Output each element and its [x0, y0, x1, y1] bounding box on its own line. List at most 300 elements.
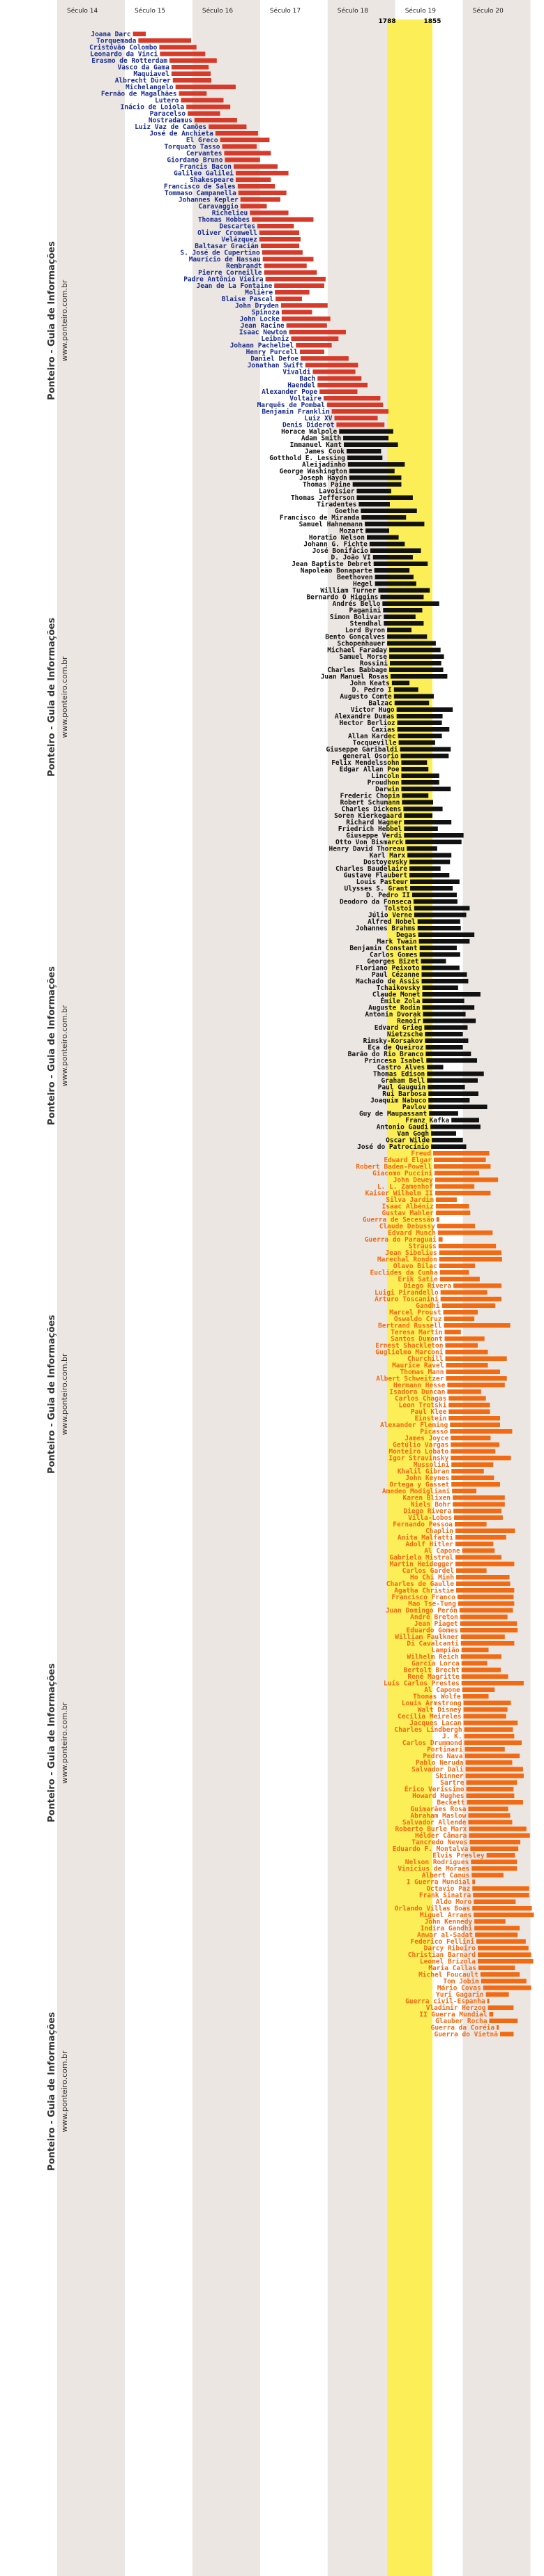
timeline-bar	[445, 1357, 506, 1362]
person-name: Amedeo Modigliani	[381, 1487, 451, 1495]
timeline-bar	[356, 496, 412, 501]
person-name: Picasso	[420, 1428, 448, 1436]
person-name: Marechal Rondon	[377, 1256, 437, 1264]
timeline-bar	[387, 634, 427, 639]
timeline-bar	[407, 853, 451, 858]
person-name: George Washington	[279, 467, 347, 475]
person-name: Walt Disney	[417, 1706, 462, 1714]
timeline-bar	[395, 701, 429, 706]
person-name: Al Capone	[424, 1686, 460, 1694]
timeline-bar	[471, 1860, 517, 1865]
timeline-bar	[439, 1237, 443, 1242]
person-name: Abraham Maslow	[410, 1812, 467, 1820]
timeline-bar	[241, 197, 280, 202]
timeline-bar	[447, 1389, 481, 1394]
watermark-title: Ponteiro - Guia de Informações	[47, 241, 57, 400]
timeline-bar	[348, 462, 405, 467]
person-name: Jean Baptiste Debret	[292, 560, 372, 568]
person-name: L. L. Zamenhof	[377, 1182, 433, 1191]
person-name: Edward Elgar	[384, 1156, 432, 1164]
timeline-bar	[447, 1383, 504, 1388]
person-name: Albert Schweitzer	[376, 1375, 444, 1383]
person-name: Wilhelm Reich	[407, 1653, 459, 1661]
timeline-bar	[425, 1032, 462, 1037]
timeline-bar	[453, 1509, 501, 1514]
timeline-bar	[432, 1138, 463, 1143]
person-name: Haendel	[287, 381, 316, 390]
timeline-bar	[312, 369, 355, 374]
person-name: Mark Twain	[377, 938, 417, 946]
person-name: Maurício de Nassau	[188, 255, 261, 264]
person-name: Khalil Gibran	[397, 1468, 450, 1476]
person-name: Richard Wagner	[346, 818, 402, 827]
person-name: Henry David Thoreau	[328, 845, 405, 853]
person-name: Descartes	[219, 222, 255, 231]
century-label: Século 15	[134, 8, 166, 15]
person-name: James Joyce	[405, 1434, 449, 1442]
person-name: Karen Blixen	[402, 1494, 451, 1502]
timeline-bar	[370, 549, 421, 554]
timeline-bar	[419, 939, 470, 944]
person-name: Voltaire	[289, 395, 322, 403]
timeline-bar	[421, 959, 446, 964]
timeline-bar	[281, 303, 328, 308]
person-name: Vasco da Gama	[117, 63, 169, 72]
person-name: Thomas Paine	[303, 480, 351, 489]
timeline-bar	[399, 740, 435, 745]
timeline-bar	[404, 827, 437, 832]
timeline-bar	[261, 244, 299, 249]
timeline-bar	[188, 112, 220, 116]
timeline-bar	[400, 754, 448, 759]
person-name: Erik Satie	[398, 1275, 438, 1283]
person-name: Oscar Wilde	[386, 1136, 430, 1145]
person-name: Velázquez	[221, 236, 257, 244]
timeline-bar	[349, 475, 402, 480]
timeline-bar	[454, 1516, 503, 1521]
person-name: Silva Jardim	[386, 1196, 434, 1204]
timeline-bar	[375, 568, 409, 573]
person-name: Mussolini	[413, 1461, 450, 1469]
person-name: Freud	[411, 1150, 432, 1158]
person-name: Claude Debussy	[379, 1222, 435, 1230]
timeline-bar	[489, 2019, 517, 2024]
timeline-bar	[422, 966, 460, 970]
person-name: Joaquim Nabuco	[370, 1097, 427, 1105]
person-name: Kaiser Wilhelm II	[365, 1189, 433, 1198]
timeline-bar	[441, 1290, 488, 1295]
marker-label: 1855	[423, 18, 441, 25]
person-name: Adam Smith	[301, 434, 342, 443]
timeline-bar	[356, 489, 391, 494]
timeline-bar	[462, 1688, 495, 1693]
timeline-bar	[462, 1681, 524, 1686]
watermark-title: Ponteiro - Guia de Informações	[47, 618, 57, 777]
timeline-bar	[236, 178, 271, 183]
timeline-bar	[239, 191, 287, 196]
person-name: Giacomo Puccini	[372, 1169, 432, 1178]
timeline-bar	[461, 1654, 501, 1659]
timeline-bar	[444, 1317, 475, 1322]
timeline-bar	[263, 257, 314, 262]
timeline-bar	[435, 1184, 474, 1189]
timeline-bar	[423, 992, 481, 997]
person-name: John Dewey	[393, 1176, 433, 1184]
timeline-bar	[252, 218, 313, 222]
timeline-bar	[324, 396, 380, 401]
timeline-bar	[435, 1191, 490, 1196]
person-name: Charles Dickens	[341, 805, 402, 814]
timeline-bar	[473, 1893, 529, 1898]
person-name: Degas	[396, 931, 416, 939]
timeline-bar	[380, 595, 423, 600]
person-name: Bach	[299, 374, 316, 383]
timeline-bar	[448, 1410, 490, 1415]
person-name: Rembrandt	[226, 262, 262, 270]
person-name: Howard Hughes	[412, 1792, 464, 1800]
person-name: Napoleão Bonaparte	[300, 567, 372, 575]
timeline-bar	[358, 502, 390, 507]
timeline-bar	[488, 1999, 490, 2004]
timeline-bar	[464, 1734, 515, 1739]
person-name: Jean Piaget	[414, 1619, 458, 1628]
person-name: El Greco	[186, 136, 218, 144]
timeline-bar	[334, 416, 377, 421]
person-name: Paul Gauguin	[377, 1083, 426, 1092]
timeline-bar	[468, 1813, 510, 1818]
timeline-bar	[387, 641, 436, 646]
person-name: Maurice Ravel	[392, 1362, 444, 1370]
person-name: Strauss	[408, 1242, 437, 1251]
timeline-bar	[409, 873, 449, 878]
person-name: William Faulkner	[395, 1633, 459, 1641]
timeline-bar	[365, 528, 389, 533]
timeline-bar	[422, 979, 469, 984]
person-name: Samuel Hahnemann	[299, 520, 363, 528]
timeline-bar	[448, 1403, 490, 1408]
timeline-bar	[444, 1330, 460, 1335]
timeline-bar	[160, 52, 205, 56]
person-name: Edvard Munch	[388, 1229, 436, 1237]
person-name: Paracelso	[149, 109, 186, 118]
person-name: Darwin	[375, 785, 400, 793]
timeline-bar	[427, 1079, 478, 1083]
person-name: Cervantes	[186, 149, 222, 158]
timeline-bar	[250, 211, 288, 215]
person-name: John Keats	[349, 679, 390, 687]
person-name: Octavio Paz	[426, 1884, 471, 1893]
person-name: Albert Camus	[421, 1871, 470, 1880]
timeline-bar	[397, 708, 453, 712]
timeline-bar	[451, 1469, 484, 1474]
timeline-bar	[401, 780, 439, 785]
timeline-bar	[460, 1628, 517, 1633]
person-name: Samuel Morse	[339, 653, 387, 661]
timeline-bar	[444, 1336, 484, 1341]
timeline-bar	[238, 184, 275, 189]
timeline-bar	[469, 1834, 529, 1838]
timeline-bar	[468, 1807, 508, 1812]
timeline-bar	[448, 1416, 500, 1421]
person-name: Joseph Haydn	[299, 474, 347, 482]
watermark-title: Ponteiro - Guia de Informações	[47, 1315, 57, 1474]
timeline-bar	[389, 668, 444, 673]
person-name: Tom Jobim	[443, 1977, 479, 1986]
timeline-bar	[133, 32, 146, 37]
person-name: Johannes Kepler	[178, 196, 239, 204]
person-name: Al Capone	[424, 1547, 460, 1555]
timeline-bar	[440, 1270, 469, 1275]
timeline-bar	[460, 1622, 517, 1626]
person-name: Yuri Gagarin	[435, 1990, 484, 1999]
person-name: Lord Byron	[345, 626, 386, 634]
person-name: José do Patrocínio	[357, 1143, 430, 1151]
timeline-bar	[468, 1820, 512, 1825]
timeline-bar	[394, 694, 434, 699]
timeline-bar	[466, 1767, 523, 1772]
timeline-bar	[181, 98, 223, 103]
person-name: Richelieu	[211, 209, 248, 218]
person-name: Guerra da Coréia	[430, 2024, 495, 2032]
person-name: Getúlio Vargas	[393, 1441, 449, 1449]
century-label: Século 18	[337, 8, 369, 15]
timeline-bar	[436, 1211, 470, 1216]
person-name: D. Pedro II	[366, 891, 410, 899]
century-band	[125, 0, 192, 2576]
timeline-bar	[361, 509, 416, 514]
person-name: Aleijadinho	[301, 461, 346, 469]
person-name: Antonin Dvorak	[365, 1010, 421, 1019]
person-name: Castro Alves	[377, 1063, 425, 1072]
timeline-bar	[423, 1005, 475, 1010]
person-name: Alfred Nobel	[368, 917, 416, 926]
person-name: Hélder Câmara	[415, 1831, 467, 1840]
timeline-bar	[404, 814, 432, 818]
person-name: Guglielmo Marconi	[375, 1348, 444, 1357]
person-name: Isaac Albéniz	[381, 1203, 434, 1211]
person-name: Dostoyevsky	[363, 858, 408, 867]
timeline-bar	[440, 1277, 480, 1282]
person-name: Immanuel Kant	[289, 441, 342, 449]
timeline-bar	[412, 893, 457, 898]
watermark-url: www.ponteiro.com.br	[60, 280, 69, 362]
timeline-bar	[236, 171, 289, 176]
timeline-bar	[282, 317, 331, 321]
person-name: Hegel	[353, 580, 373, 588]
timeline-bar	[383, 608, 422, 613]
person-name: Horace Walpole	[281, 427, 338, 436]
timeline-bar	[465, 1754, 520, 1759]
person-name: Charles Lindbergh	[394, 1725, 462, 1734]
person-name: Aldo Moro	[435, 1898, 472, 1906]
timeline-bar	[431, 1131, 456, 1136]
timeline-bar	[398, 721, 442, 726]
timeline-bar	[467, 1800, 522, 1805]
person-name: Euclides da Cunha	[370, 1269, 438, 1277]
timeline-bar	[296, 343, 331, 348]
person-name: Giuseppe Verdi	[346, 832, 402, 840]
person-name: Denis Diderot	[282, 421, 335, 429]
person-name: Fernão de Magalhães	[100, 90, 177, 98]
timeline-bar	[451, 1436, 490, 1441]
timeline-bar	[420, 952, 460, 957]
person-name: Michelangelo	[126, 83, 174, 91]
timeline-bar	[378, 588, 430, 593]
timeline-bar	[451, 1449, 495, 1454]
timeline-bar	[464, 1707, 508, 1712]
timeline-bar	[374, 562, 428, 567]
person-name: Johann Pachelbel	[229, 342, 294, 350]
timeline-bar	[434, 1158, 486, 1163]
person-name: Leon Trotski	[398, 1401, 447, 1410]
person-name: Tocqueville	[352, 739, 397, 747]
watermark-url: www.ponteiro.com.br	[60, 1353, 69, 1435]
person-name: Alexander Pope	[262, 388, 318, 396]
timeline-bar	[472, 1887, 529, 1891]
timeline-bar	[423, 1019, 476, 1023]
person-name: Rossini	[359, 660, 388, 668]
person-name: Tchaikovsky	[376, 984, 421, 992]
timeline-bar	[195, 118, 237, 123]
person-name: Gotthold E. Lessing	[269, 454, 345, 462]
timeline-bar	[424, 1026, 467, 1030]
timeline-bar	[427, 1072, 483, 1076]
person-name: García Lorca	[411, 1659, 460, 1668]
person-name: Luigi Pirandello	[375, 1288, 439, 1297]
timeline-bar	[476, 1939, 526, 1944]
person-name: James Cook	[304, 448, 345, 456]
person-name: Jonathan Swift	[247, 361, 303, 369]
timeline-bar	[414, 906, 469, 911]
person-name: Eduardo F. Montalva	[392, 1845, 469, 1853]
timeline-bar	[209, 125, 246, 130]
timeline-bar	[427, 1065, 443, 1070]
person-name: Georges Bizet	[367, 957, 419, 966]
timeline-bar	[444, 1323, 511, 1328]
timeline-bar	[450, 1429, 512, 1434]
person-name: Salvador Dali	[411, 1765, 464, 1774]
person-name: Francisco Franco	[391, 1593, 455, 1601]
person-name: Proudhon	[367, 779, 400, 787]
timeline-bar	[394, 687, 418, 692]
person-name: Teresa Martin	[391, 1328, 443, 1336]
person-name: Orlando Villas Boas	[394, 1905, 471, 1913]
person-name: Vladimir Herzog	[425, 2004, 486, 2012]
person-name: Paul Cézanne	[371, 970, 420, 979]
person-name: Antonio Gaudi	[376, 1123, 429, 1131]
person-name: Franz Kafka	[405, 1116, 450, 1125]
timeline-bar	[486, 1992, 509, 1997]
timeline-bar	[347, 456, 382, 461]
timeline-bar	[241, 204, 267, 209]
person-name: Barão do Rio Branco	[347, 1050, 424, 1058]
century-label: Século 17	[269, 8, 301, 15]
timeline-bar	[455, 1555, 501, 1560]
watermark-title: Ponteiro - Guia de Informações	[47, 2012, 57, 2171]
century-label: Século 19	[405, 8, 436, 15]
person-name: Horatio Nelson	[308, 533, 365, 542]
timeline-bar	[464, 1728, 513, 1732]
person-name: Padre Antônio Vieira	[183, 275, 264, 284]
person-name: Thomas Edison	[372, 1070, 425, 1079]
timeline-bar	[264, 270, 317, 275]
person-name: Benjamin Constant	[349, 944, 418, 952]
timeline-bar	[405, 840, 461, 845]
person-name: Inácio de Loiola	[120, 103, 185, 112]
person-name: Diego Rivera	[403, 1507, 452, 1516]
timeline-bar	[428, 1105, 487, 1110]
timeline-bar	[458, 1595, 513, 1600]
person-name: Einstein	[414, 1415, 447, 1423]
timeline-bar	[478, 1966, 515, 1971]
timeline-bar	[439, 1264, 475, 1269]
timeline-bar	[384, 621, 423, 626]
person-name: Guerra do Vietnã	[434, 2030, 498, 2038]
person-name: Jean Sibelius	[385, 1249, 437, 1257]
timeline-bar	[455, 1542, 493, 1547]
timeline-bar	[458, 1601, 514, 1606]
timeline-bar	[478, 1946, 529, 1951]
person-name: André Breton	[410, 1613, 458, 1622]
timeline-bar	[481, 1972, 520, 1977]
timeline-bar	[453, 1495, 505, 1500]
person-name: Leibniz	[261, 335, 289, 343]
person-name: Charles Baudelaire	[335, 864, 408, 873]
timeline-bar	[463, 1694, 489, 1699]
timeline-bar	[264, 264, 307, 268]
timeline-bar	[274, 284, 324, 289]
century-label: Século 14	[67, 8, 98, 15]
timeline-bar	[467, 1781, 517, 1785]
person-name: Carlos Drummond	[402, 1739, 462, 1747]
timeline-bar	[429, 1111, 458, 1116]
person-name: Jacques Lacan	[409, 1719, 462, 1728]
watermark-url: www.ponteiro.com.br	[60, 656, 69, 738]
person-name: Albrecht Dürer	[114, 77, 171, 85]
person-name: Stendhal	[349, 620, 382, 628]
timeline-bar	[389, 648, 441, 653]
timeline-bar	[487, 1853, 515, 1858]
person-name: Francisco de Sales	[163, 183, 236, 191]
person-name: Spinoza	[251, 308, 280, 317]
timeline-bar	[462, 1675, 508, 1679]
person-name: Felix Mendelssohn	[331, 759, 400, 767]
person-name: Nelson Rodrigues	[405, 1858, 469, 1866]
person-name: Renoir	[397, 1017, 421, 1026]
timeline-bar	[464, 1714, 506, 1719]
person-name: Luís Carlos Prestes	[384, 1679, 460, 1688]
person-name: Tancredo Neves	[411, 1838, 468, 1847]
person-name: Benjamin Franklin	[262, 408, 330, 416]
person-name: Di Cavalcanti	[407, 1640, 459, 1648]
timeline-bar	[401, 761, 427, 765]
person-name: Edvard Grieg	[374, 1023, 423, 1032]
person-name: Tolstoi	[384, 904, 412, 913]
timeline-bar	[301, 356, 349, 361]
person-name: Floriano Peixoto	[356, 964, 420, 973]
timeline-bar	[224, 151, 271, 156]
person-name: Sartre	[440, 1778, 464, 1787]
person-name: Bernardo O Higgins	[306, 593, 379, 602]
person-name: René Magritte	[407, 1672, 460, 1681]
person-name: Cecília Meireles	[398, 1712, 462, 1721]
person-name: Johann G. Fichte	[303, 540, 368, 549]
person-name: D. João VI	[331, 554, 371, 562]
person-name: Auguste Rodin	[368, 1004, 421, 1012]
timeline-bar	[418, 933, 474, 938]
watermark-title: Ponteiro - Guia de Informações	[47, 966, 57, 1125]
timeline-bar	[401, 767, 428, 772]
